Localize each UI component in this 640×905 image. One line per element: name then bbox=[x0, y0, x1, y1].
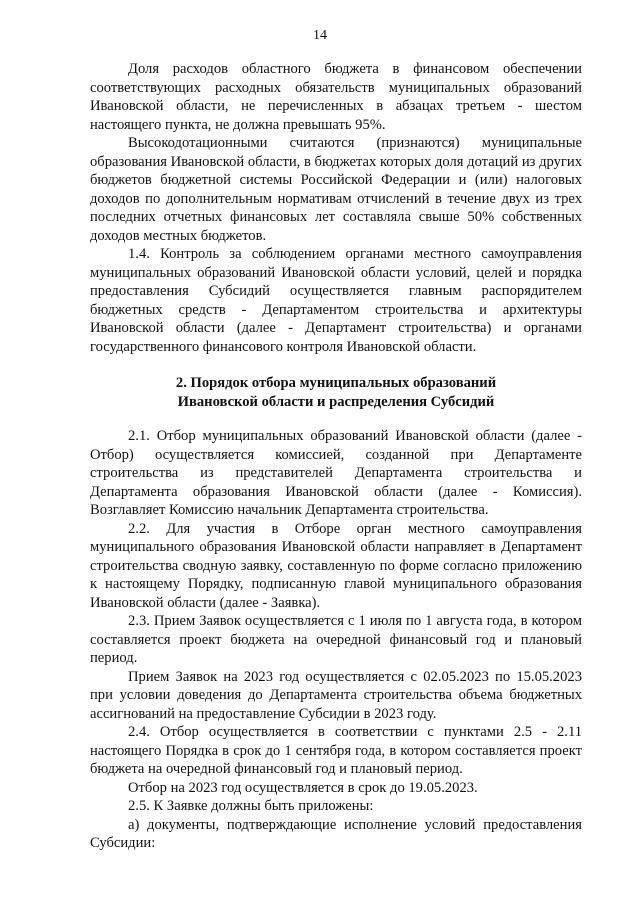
document-body bbox=[90, 60, 582, 853]
paragraph-2023-selection: Отбор на 2023 год осуществляется в срок до 19.05.2023. bbox=[128, 779, 478, 796]
paragraph-2-2: 2.2. Для участия в Отборе орган местного самоуправления муниципального образования Ивановской области направляет в Департамент строительства сводную заявку, составленную по форме согласно приложению к настоящему Порядку, подписанную главой муниципального образования Ивановской области (далее - Заявка). bbox=[90, 520, 582, 611]
spacer bbox=[90, 356, 582, 374]
section-2-heading-line1: 2. Порядок отбора муниципальных образований bbox=[175, 375, 497, 391]
spacer bbox=[90, 411, 582, 427]
paragraph-2-1: 2.1. Отбор муниципальных образований Ивановской области (далее - Отбор) осуществляется комиссией, созданной при Департаменте строительства из представителей Департамента строительства и Департамента образования Ивановской области (далее - Комиссия). Возглавляет Комиссию начальник Департамента строительства. bbox=[90, 428, 582, 518]
paragraph-2-5-a: а) документы, подтверждающие исполнение условий предоставления Субсидии: bbox=[90, 816, 582, 851]
paragraph-control-1-4: 1.4. Контроль за соблюдением органами местного самоуправления муниципальных образований Ивановской области условий, целей и порядка предоставления Субсидий осуществляется главным распорядителем бюджетных средств - Департаментом строительства и архитектуры Ивановской области (далее - Департамент строительства) и органами государственного финансового контроля Ивановской области. bbox=[90, 246, 582, 355]
paragraph-2-3: 2.3. Прием Заявок осуществляется с 1 июля по 1 августа года, в котором составляется проект бюджета на очередной финансовый год и плановый период. bbox=[90, 613, 582, 666]
paragraph-2-5: 2.5. К Заявке должны быть приложены: bbox=[128, 798, 374, 814]
paragraph-2023-applications: Прием Заявок на 2023 год осуществляется с 02.05.2023 по 15.05.2023 при условии доведения до Департамента строительства объема бюджетных ассигнований на предоставление Субсидии в 2023 году. bbox=[90, 668, 582, 722]
page-number: 14 bbox=[313, 28, 327, 43]
paragraph-2-4: 2.4. Отбор осуществляется в соответствии с пунктами 2.5 - 2.11 настоящего Порядка в срок до 1 сентября года, в котором составляется проект бюджета на очередной финансовый год и плановый период. bbox=[90, 724, 582, 777]
section-2-heading-line2: Ивановской области и распределения Субсидий bbox=[177, 393, 495, 410]
paragraph-budget-share: Доля расходов областного бюджета в финансовом обеспечении соответствующих расходных обязательств муниципальных образований Ивановской области, не перечисленных в абзацах третьем - шестом настоящего пункта, не должна превышать 95%. bbox=[90, 61, 582, 133]
paragraph-highly-subsidized: Высокодотационными считаются (признаются) муниципальные образования Ивановской области, в бюджетах которых доля дотаций из других бюджетов бюджетной системы Российской Федерации и (или) налоговых доходов по дополнительным нормативам отчислений в течение двух из трех последних отчетных финансовых лет составляла свыше 50% собственных доходов местных бюджетов. bbox=[90, 135, 582, 244]
